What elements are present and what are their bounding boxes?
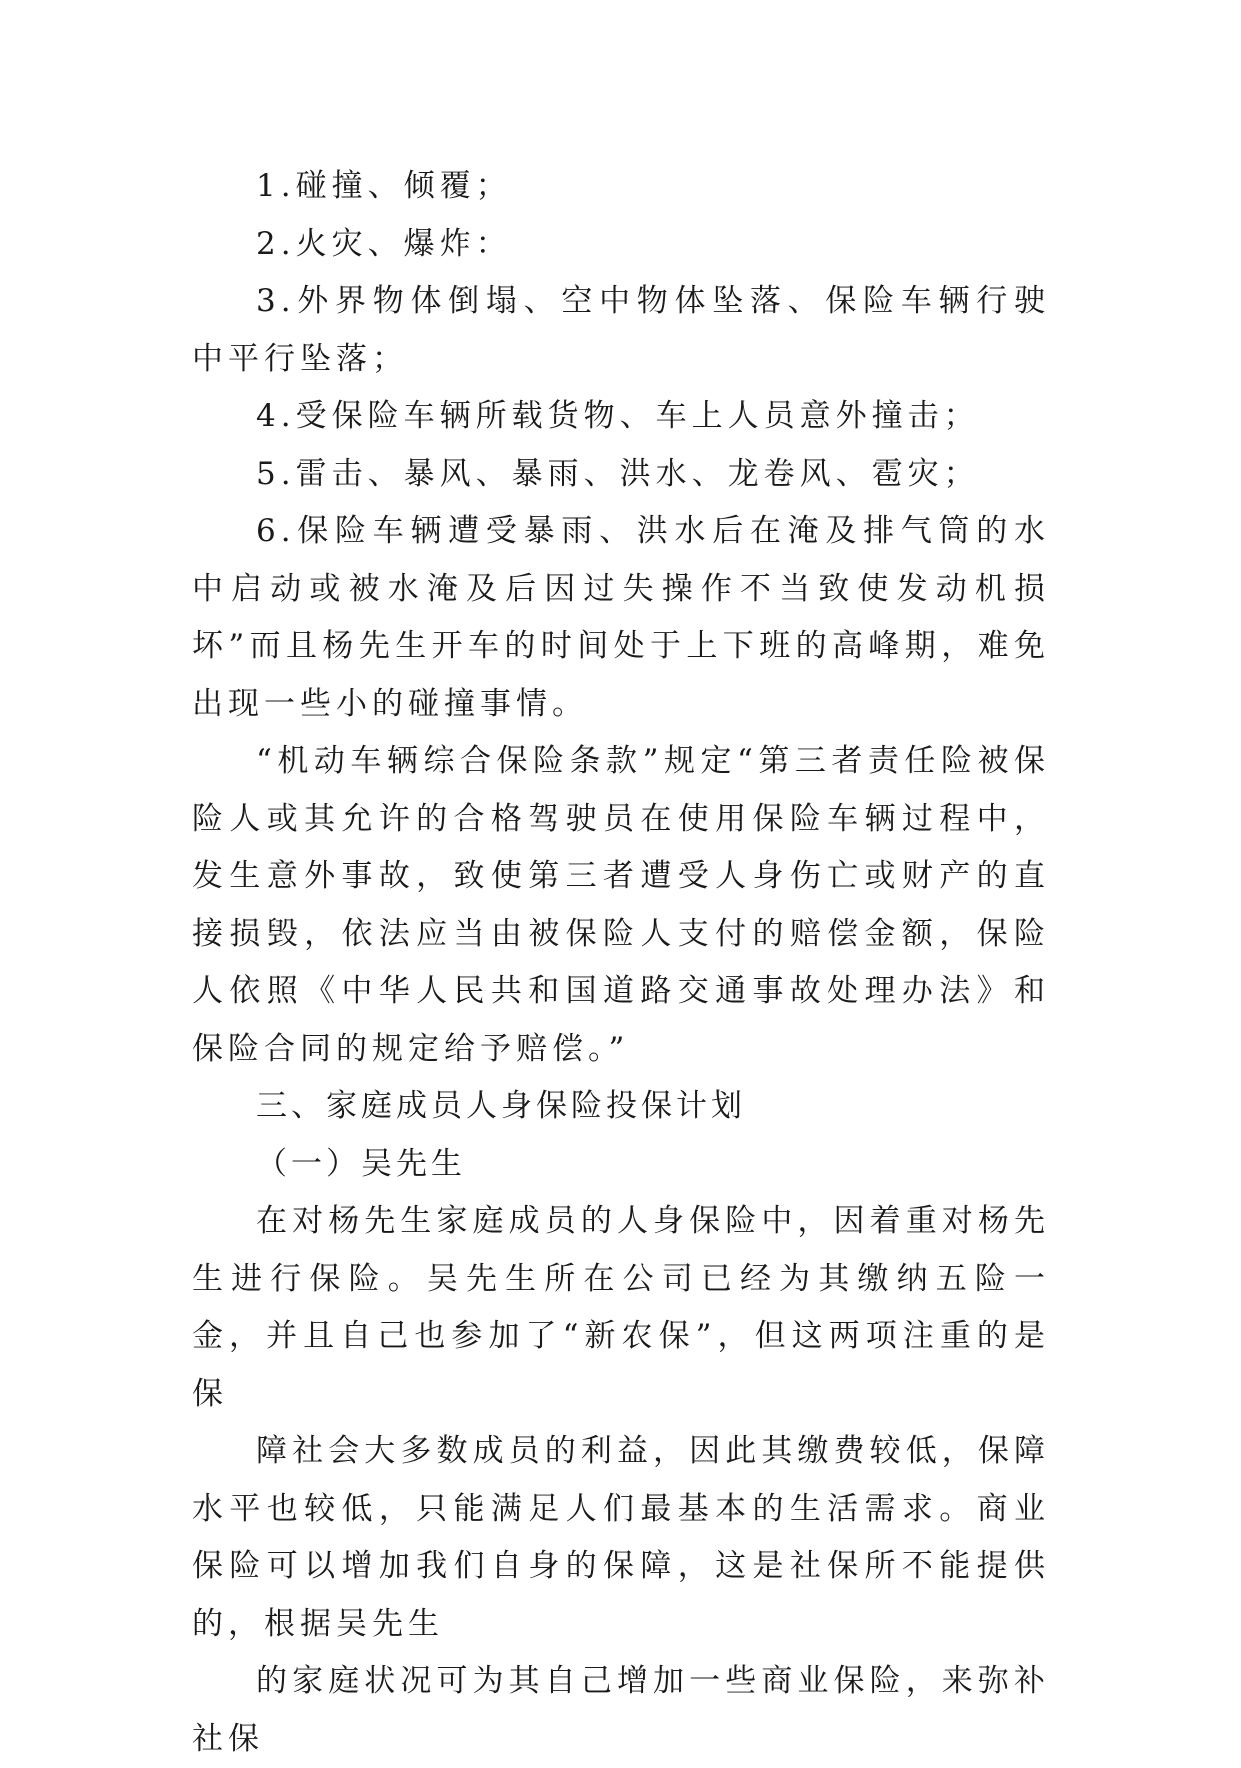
paragraph-social-insurance: 障社会大多数成员的利益，因此其缴费较低，保障水平也较低，只能满足人们最基本的生活需求。商业保险可以增加我们自身的保障，这是社保所不能提供的，根据吴先生 [192,1433,1050,1642]
paragraph-family-insurance: 在对杨先生家庭成员的人身保险中，因着重对杨先生进行保险。吴先生所在公司已经为其缴纳五险一金，并且自己也参加了“新农保”，但这两项注重的是保 [192,1203,1050,1412]
subsection-heading: （一）吴先生 [256,1145,466,1182]
list-item-falling-objects: 3.外界物体倒塌、空中物体坠落、保险车辆行驶中平行坠落； [192,283,1050,377]
list-item-weather: 5.雷击、暴风、暴雨、洪水、龙卷风、雹灾； [256,455,980,492]
section-heading: 三、家庭成员人身保险投保计划 [256,1088,746,1124]
paragraph-third-party-liability: “机动车辆综合保险条款”规定“第三者责任险被保险人或其允许的合格驾驶员在使用保险车辆过程中，发生意外事故，致使第三者遭受人身伤亡或财产的直接损毁，依法应当由被保险人支付的赔偿金额，保险人依照《中华人民共和国道路交通事故处理办法》和保险合同的规定给予赔偿。” [192,743,1050,1067]
list-item-flood-engine: 6.保险车辆遭受暴雨、洪水后在淹及排气筒的水中启动或被水淹及后因过失操作不当致使发动机损坏”而且杨先生开车的时间处于上下班的高峰期，难免出现一些小的碰撞事情。 [192,513,1050,722]
list-item-collision: 1.碰撞、倾覆； [256,168,512,204]
list-item-cargo-impact: 4.受保险车辆所载货物、车上人员意外撞击； [256,398,980,434]
list-item-fire: 2.火灾、爆炸： [256,225,512,262]
paragraph-commercial-insurance: 的家庭状况可为其自己增加一些商业保险，来弥补社保 [192,1663,1050,1757]
document-body [192,158,1050,1768]
